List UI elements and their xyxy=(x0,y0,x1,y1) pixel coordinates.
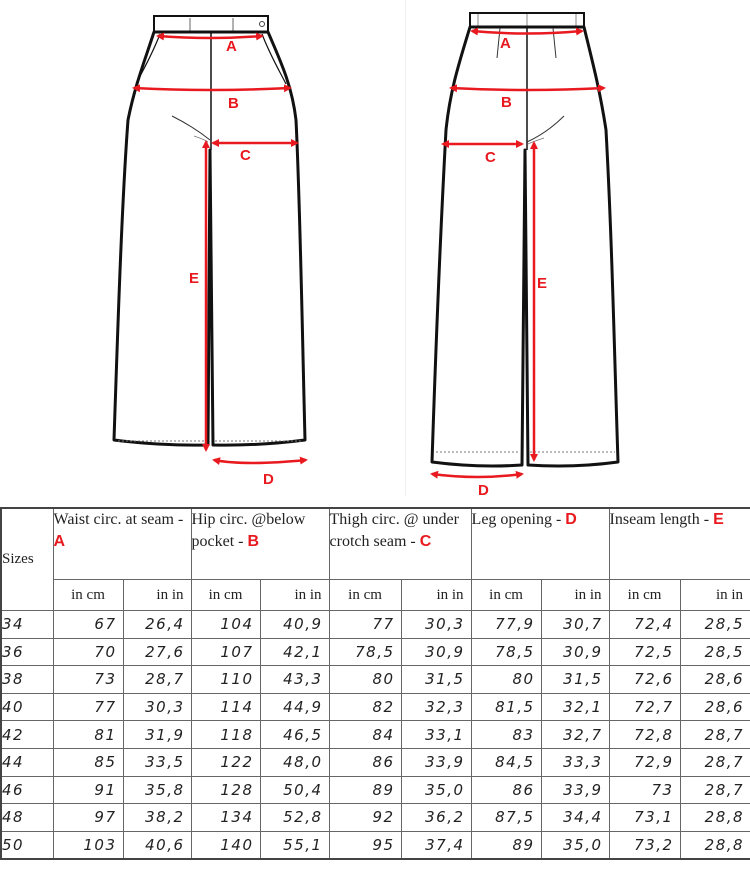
unit-cm: in cm xyxy=(191,580,260,611)
measurement-cell: 92 xyxy=(329,804,401,832)
table-row xyxy=(1,776,750,804)
unit-cm: in cm xyxy=(329,580,401,611)
unit-in: in in xyxy=(541,580,609,611)
header-leg-opening: Leg opening - D xyxy=(471,508,609,580)
measurement-cell: 50,4 xyxy=(260,776,329,804)
measurement-cell: 81,5 xyxy=(471,693,541,721)
measurement-cell: 28,8 xyxy=(680,831,750,859)
measurement-cell: 73 xyxy=(53,666,123,694)
svg-text:E: E xyxy=(189,270,200,287)
measurement-cell: 31,5 xyxy=(541,666,609,694)
measurement-cell: 28,6 xyxy=(680,693,750,721)
table-row xyxy=(1,721,750,749)
measurement-cell: 84,5 xyxy=(471,748,541,776)
svg-text:D: D xyxy=(263,471,274,488)
measurement-cell: 89 xyxy=(329,776,401,804)
measurement-cell: 84 xyxy=(329,721,401,749)
measurement-cell: 95 xyxy=(329,831,401,859)
measurement-cell: 43,3 xyxy=(260,666,329,694)
measurement-cell: 78,5 xyxy=(471,638,541,666)
measurement-cell: 33,1 xyxy=(401,721,471,749)
measurement-cell: 86 xyxy=(471,776,541,804)
measurement-cell: 28,8 xyxy=(680,804,750,832)
measurement-cell: 30,3 xyxy=(123,693,191,721)
measurement-cell: 30,9 xyxy=(541,638,609,666)
measure-letter-b: B xyxy=(247,533,260,550)
measurement-cell: 110 xyxy=(191,666,260,694)
svg-text:E: E xyxy=(537,275,548,292)
unit-cm: in cm xyxy=(471,580,541,611)
measurement-cell: 30,9 xyxy=(401,638,471,666)
measurement-cell: 72,7 xyxy=(609,693,680,721)
measurement-cell: 78,5 xyxy=(329,638,401,666)
table-row xyxy=(1,748,750,776)
measurement-cell: 118 xyxy=(191,721,260,749)
unit-header-row xyxy=(1,580,750,611)
measurement-cell: 34,4 xyxy=(541,804,609,832)
measurement-cell: 134 xyxy=(191,804,260,832)
measurement-cell: 32,7 xyxy=(541,721,609,749)
header-inseam: Inseam length - E xyxy=(609,508,750,580)
measure-letter-e: E xyxy=(713,511,724,528)
size-cell: 48 xyxy=(1,804,53,832)
measurement-cell: 28,6 xyxy=(680,666,750,694)
unit-in: in in xyxy=(401,580,471,611)
measurement-cell: 28,5 xyxy=(680,611,750,639)
measurement-cell: 77 xyxy=(329,611,401,639)
svg-text:C: C xyxy=(485,149,496,166)
measurement-cell: 80 xyxy=(471,666,541,694)
measurement-cell: 36,2 xyxy=(401,804,471,832)
svg-text:B: B xyxy=(501,94,512,111)
measurement-cell: 80 xyxy=(329,666,401,694)
measurement-cell: 103 xyxy=(53,831,123,859)
measurement-cell: 73 xyxy=(609,776,680,804)
header-thigh: Thigh circ. @ under crotch seam - C xyxy=(329,508,471,580)
measurement-cell: 28,7 xyxy=(680,748,750,776)
measurement-cell: 82 xyxy=(329,693,401,721)
size-cell: 46 xyxy=(1,776,53,804)
back-trousers-illustration xyxy=(402,0,652,496)
measurement-cell: 72,6 xyxy=(609,666,680,694)
measurement-cell: 140 xyxy=(191,831,260,859)
size-cell: 36 xyxy=(1,638,53,666)
measurement-cell: 128 xyxy=(191,776,260,804)
measurement-cell: 72,9 xyxy=(609,748,680,776)
unit-in: in in xyxy=(260,580,329,611)
measurement-cell: 33,3 xyxy=(541,748,609,776)
back-view-diagram xyxy=(402,0,652,496)
svg-text:B: B xyxy=(228,95,239,112)
measurement-cell: 30,3 xyxy=(401,611,471,639)
measure-letter-d: D xyxy=(565,511,577,528)
measurement-cell: 104 xyxy=(191,611,260,639)
measurement-cell: 30,7 xyxy=(541,611,609,639)
measure-letter-c: C xyxy=(419,533,432,550)
size-cell: 34 xyxy=(1,611,53,639)
table-row xyxy=(1,804,750,832)
measure-letter-a: A xyxy=(53,533,66,550)
measurement-cell: 46,5 xyxy=(260,721,329,749)
svg-text:A: A xyxy=(226,38,237,55)
header-hip: Hip circ. @below pocket - B xyxy=(191,508,329,580)
measurement-cell: 86 xyxy=(329,748,401,776)
measurement-cell: 28,7 xyxy=(123,666,191,694)
unit-cm: in cm xyxy=(53,580,123,611)
unit-in: in in xyxy=(680,580,750,611)
measurement-cell: 32,3 xyxy=(401,693,471,721)
measurement-cell: 72,8 xyxy=(609,721,680,749)
measurement-cell: 33,9 xyxy=(541,776,609,804)
table-row xyxy=(1,693,750,721)
measurement-cell: 33,5 xyxy=(123,748,191,776)
measurement-cell: 27,6 xyxy=(123,638,191,666)
front-view-diagram xyxy=(93,0,406,496)
measurement-cell: 32,1 xyxy=(541,693,609,721)
measurement-cell: 114 xyxy=(191,693,260,721)
svg-text:A: A xyxy=(500,35,511,52)
size-chart-table xyxy=(0,507,750,860)
svg-text:D: D xyxy=(478,482,489,496)
measurement-cell: 107 xyxy=(191,638,260,666)
svg-text:C: C xyxy=(240,147,251,164)
measurement-cell: 87,5 xyxy=(471,804,541,832)
unit-in: in in xyxy=(123,580,191,611)
measurement-cell: 35,0 xyxy=(541,831,609,859)
measurement-cell: 67 xyxy=(53,611,123,639)
measurement-cell: 89 xyxy=(471,831,541,859)
unit-cm: in cm xyxy=(609,580,680,611)
header-waist: Waist circ. at seam - A xyxy=(53,508,191,580)
measurement-cell: 85 xyxy=(53,748,123,776)
measurement-cell: 37,4 xyxy=(401,831,471,859)
measurement-cell: 42,1 xyxy=(260,638,329,666)
measurement-cell: 40,9 xyxy=(260,611,329,639)
size-cell: 50 xyxy=(1,831,53,859)
measurement-cell: 77,9 xyxy=(471,611,541,639)
measurement-cell: 26,4 xyxy=(123,611,191,639)
measurement-cell: 73,2 xyxy=(609,831,680,859)
measurement-cell: 70 xyxy=(53,638,123,666)
size-rows xyxy=(1,611,750,860)
measurement-cell: 81 xyxy=(53,721,123,749)
measurement-cell: 97 xyxy=(53,804,123,832)
measurement-cell: 28,7 xyxy=(680,776,750,804)
table-row xyxy=(1,611,750,639)
measurement-cell: 40,6 xyxy=(123,831,191,859)
size-cell: 42 xyxy=(1,721,53,749)
measurement-cell: 44,9 xyxy=(260,693,329,721)
measurement-cell: 38,2 xyxy=(123,804,191,832)
measurement-cell: 122 xyxy=(191,748,260,776)
size-cell: 40 xyxy=(1,693,53,721)
measurement-cell: 73,1 xyxy=(609,804,680,832)
measurement-cell: 91 xyxy=(53,776,123,804)
measurement-cell: 28,5 xyxy=(680,638,750,666)
measurement-cell: 48,0 xyxy=(260,748,329,776)
size-cell: 38 xyxy=(1,666,53,694)
measurement-cell: 31,9 xyxy=(123,721,191,749)
measurement-cell: 83 xyxy=(471,721,541,749)
measurement-cell: 28,7 xyxy=(680,721,750,749)
measurement-cell: 77 xyxy=(53,693,123,721)
measurement-cell: 72,4 xyxy=(609,611,680,639)
table-row xyxy=(1,831,750,859)
measurement-cell: 35,8 xyxy=(123,776,191,804)
sizes-header: Sizes xyxy=(1,508,53,611)
measurement-cell: 72,5 xyxy=(609,638,680,666)
measurement-cell: 33,9 xyxy=(401,748,471,776)
group-header-row xyxy=(1,508,750,580)
measurement-cell: 31,5 xyxy=(401,666,471,694)
table-row xyxy=(1,638,750,666)
size-cell: 44 xyxy=(1,748,53,776)
measurement-cell: 52,8 xyxy=(260,804,329,832)
measurement-cell: 35,0 xyxy=(401,776,471,804)
front-trousers-illustration xyxy=(93,0,405,496)
table-row xyxy=(1,666,750,694)
measurement-cell: 55,1 xyxy=(260,831,329,859)
